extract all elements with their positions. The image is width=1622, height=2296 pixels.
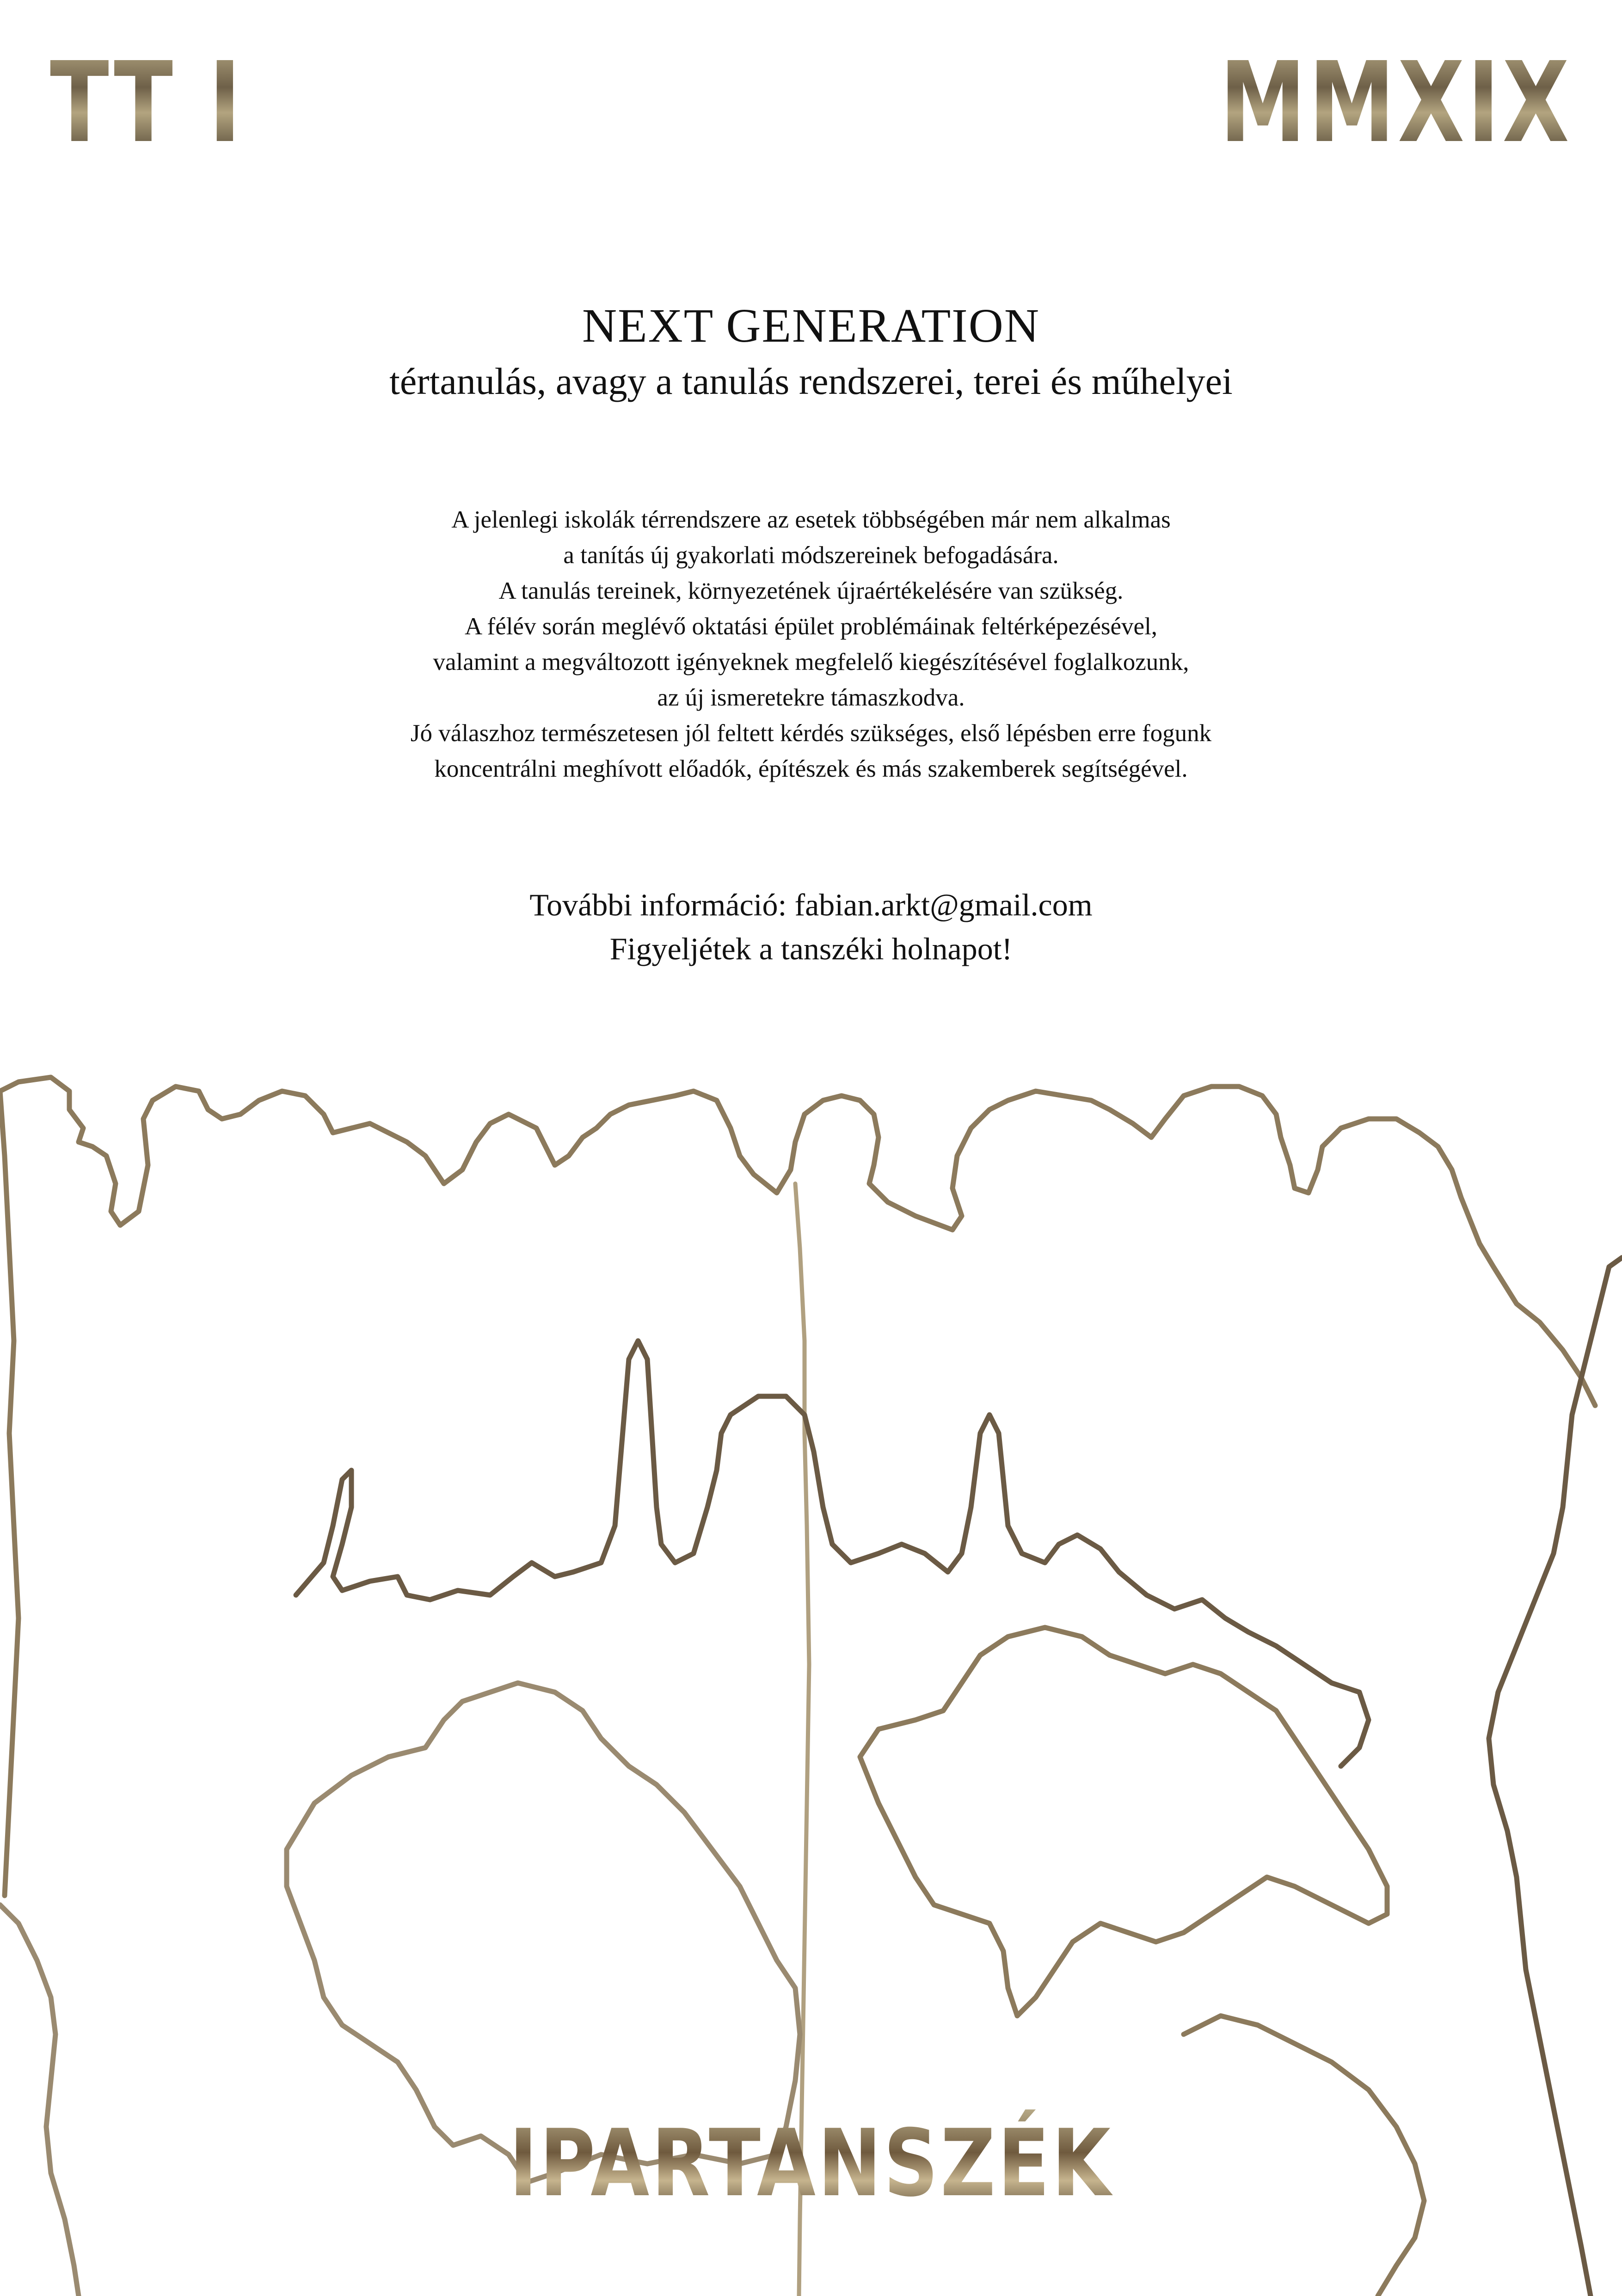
body-line: valamint a megváltozott igényeknek megfelelő kiegészítésével foglalkozunk, xyxy=(433,649,1189,675)
department-label: IPARTANSZÉK xyxy=(509,2108,1113,2219)
body-line: A félév során meglévő oktatási épület problémáinak feltérképezésével, xyxy=(464,613,1158,640)
body-text xyxy=(0,502,1622,787)
seated-figure-left-outline xyxy=(287,1683,800,2182)
seated-row-left-outline xyxy=(296,1341,1369,1766)
corner-mark-left: TT I xyxy=(50,38,244,167)
title-block xyxy=(0,296,1622,407)
seated-group-right-outline xyxy=(860,1627,1387,2016)
body-line: A tanulás tereinek, környezetének újraértékelésére van szükség. xyxy=(498,577,1124,604)
poster-subtitle: tértanulás, avagy a tanulás rendszerei, terei és műhelyei xyxy=(389,360,1233,402)
body-line: koncentrálni meghívott előadók, építészek és más szakemberek segítségével. xyxy=(434,755,1188,782)
contact-note: Figyeljétek a tanszéki holnapot! xyxy=(609,931,1013,966)
standing-figure-left-outline xyxy=(0,1905,79,2296)
body-line: Jó válaszhoz természetesen jól feltett kérdés szükséges, első lépésben erre fogunk xyxy=(410,720,1212,747)
left-edge-outline xyxy=(0,1091,18,1896)
body-line: az új ismeretekre támaszkodva. xyxy=(657,684,965,711)
contact-info: További információ: fabian.arkt@gmail.com xyxy=(529,887,1093,922)
body-line: A jelenlegi iskolák térrendszere az esetek többségében már nem alkalmas xyxy=(451,506,1171,533)
department-name xyxy=(0,2108,1622,2219)
contact-block xyxy=(0,883,1622,971)
corner-mark-right: MMXIX xyxy=(1219,38,1572,167)
body-line: a tanítás új gyakorlati módszereinek befogadására. xyxy=(563,542,1059,569)
poster-title: NEXT GENERATION xyxy=(582,299,1040,352)
